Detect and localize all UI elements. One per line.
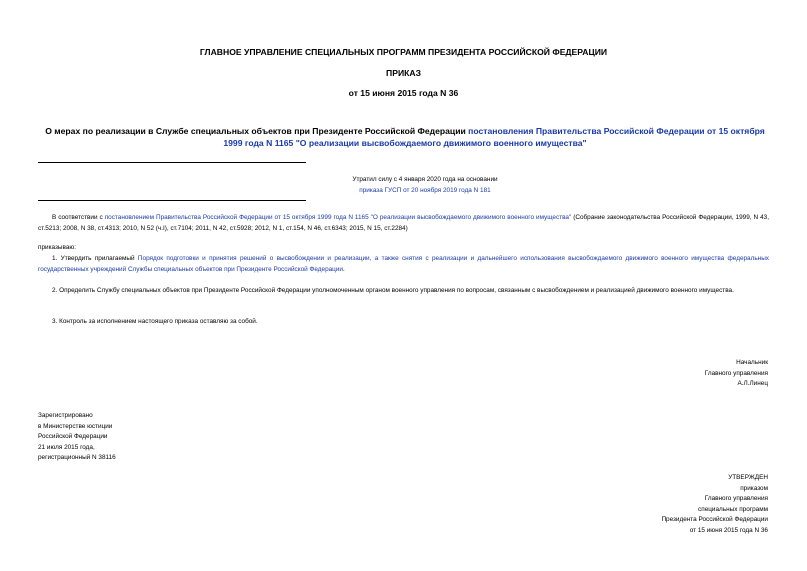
approval-line-4: специальных программ (698, 505, 768, 513)
approval-line-2: приказом (740, 484, 768, 492)
registration-date: 21 июля 2015 года, (38, 443, 95, 451)
signature-department: Главного управления (704, 369, 768, 377)
registration-line-2: в Министерстве юстиции (38, 422, 113, 430)
doc-type-heading: ПРИКАЗ (386, 68, 421, 78)
title-resolution-link[interactable]: постановления Правительства Российской Федерации от 15 октября 1999 года N 1165 "О реализации высвобождаемого движимого военного имущества" (223, 126, 765, 148)
title-text: О мерах по реализации в Службе специальных объектов при Президенте Российской Федерации (45, 126, 469, 136)
preamble-text-after: (Собрание законодательства Российской Федерации, 1999, N 43, ст.5213; 2008, N 38, ст.4313; 2010, N 52 (ч.I), ст.7104; 2011, N 42, ст.5928; 2012, N 1, ст.154, N 46, ст.6343; 2015, N 15, ст.2284) (38, 214, 769, 232)
preamble-resolution-link[interactable]: постановлением Правительства Российской Федерации от 15 октября 1999 года N 1165 "О реализации высвобождаемого движимого военного имущества" (104, 214, 572, 221)
approval-line-1: УТВЕРЖДЕН (728, 474, 768, 481)
order-word: приказываю: (38, 244, 76, 251)
approval-line-5: Президента Российской Федерации (661, 516, 768, 523)
item-1-text-after: . (343, 265, 345, 273)
agency-heading: ГЛАВНОЕ УПРАВЛЕНИЕ СПЕЦИАЛЬНЫХ ПРОГРАММ ПРЕЗИДЕНТА РОССИЙСКОЙ ФЕДЕРАЦИИ (199, 47, 608, 57)
status-note-text: Утратил силу с 4 января 2020 года на основании (352, 176, 498, 183)
document-title (40, 125, 770, 149)
registration-number: регистрационный N 38116 (38, 454, 116, 461)
registration-block (38, 411, 238, 464)
signature-position: Начальник (736, 359, 768, 366)
registration-line-3: Российской Федерации (38, 433, 108, 440)
doc-date-number: от 15 июня 2015 года N 36 (348, 88, 459, 98)
signature-name: А.Л.Линец (737, 380, 768, 387)
approval-block (560, 473, 768, 536)
preamble-paragraph (38, 213, 769, 234)
item-3: 3. Контроль за исполнением настоящего приказа оставляю за собой. (52, 318, 258, 325)
registration-line-1: Зарегистрировано (38, 412, 93, 419)
status-note (300, 175, 550, 196)
item-1 (38, 254, 769, 275)
divider-bottom (38, 200, 306, 201)
approval-line-3: Главного управления (704, 495, 768, 502)
signature-block (560, 358, 768, 390)
divider-top (38, 162, 306, 163)
approval-line-6: от 15 июня 2015 года N 36 (689, 526, 768, 534)
item-1-text-before: 1. Утвердить прилагаемый (52, 255, 138, 262)
item-2: 2. Определить Службу специальных объектов при Президенте Российской Федерации уполномоченным органом военного управления по вопросам, связанным с высвобождением и реализацией движимого военного имущества. (52, 287, 734, 294)
procedure-link[interactable]: Порядок подготовки и принятия решений о высвобождении и реализации, а также снятия с реализации и дальнейшего использования высвобождаемого движимого военного имущества федеральных государственных учреждений Службы специальных объектов при Президенте Российской Федерации (38, 255, 769, 273)
status-note-link[interactable]: приказа ГУСП от 20 ноября 2019 года N 181 (359, 186, 491, 194)
preamble-text-before: В соответствии с (52, 214, 105, 221)
